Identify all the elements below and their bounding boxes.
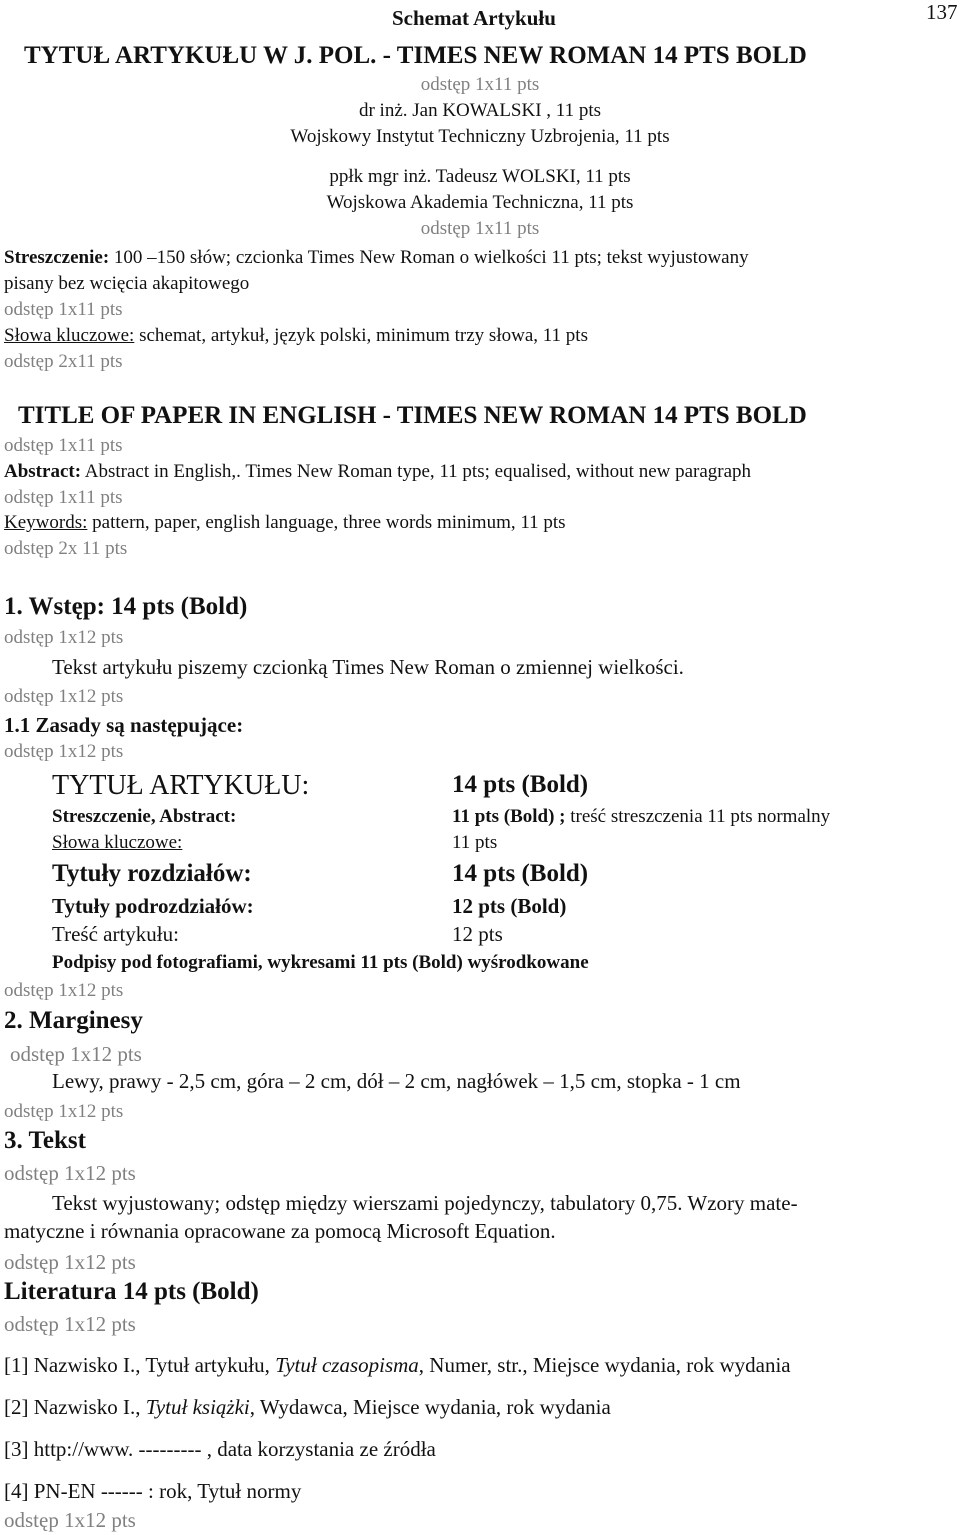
keywords-en-text: pattern, paper, english language, three words minimum, 11 pts [92, 512, 566, 533]
spacing-note: odstęp 1x11 pts [420, 74, 540, 95]
reference-text: , Wydawca, Miejsce wydania, rok wydania [249, 1395, 611, 1419]
keywords-pl [4, 325, 588, 347]
reference-text: [2] Nazwisko I., [4, 1395, 146, 1419]
spacing-note: odstęp 1x12 pts [10, 1042, 142, 1066]
rule-label-abstract: Streszczenie, Abstract: [52, 806, 237, 827]
section-1-text: Tekst artykułu piszemy czcionką Times New Roman o zmiennej wielkości. [52, 655, 684, 679]
rule-value-abstract-bold: 11 pts (Bold) ; [452, 806, 566, 827]
rule-label-keywords: Słowa kluczowe: [52, 832, 183, 853]
spacing-note: odstęp 1x12 pts [4, 1101, 124, 1122]
author-2-affiliation: Wojskowa Akademia Techniczna, 11 pts [326, 192, 634, 213]
running-header: Schemat Artykułu [392, 6, 556, 30]
spacing-note: odstęp 2x11 pts [4, 351, 123, 372]
rule-value-title: 14 pts (Bold) [452, 771, 589, 798]
spacing-note: odstęp 1x12 pts [4, 1508, 136, 1532]
rule-value-body-text: 12 pts [452, 922, 503, 946]
spacing-note: odstęp 1x11 pts [420, 218, 540, 239]
spacing-note: odstęp 1x12 pts [4, 627, 124, 648]
rule-value-abstract [452, 806, 830, 828]
section-2-text: Lewy, prawy - 2,5 cm, góra – 2 cm, dół – 2 cm, nagłówek – 1,5 cm, stopka - 1 cm [52, 1069, 741, 1093]
reference-text: , Numer, str., Miejsce wydania, rok wydania [418, 1353, 791, 1377]
reference-item [4, 1395, 611, 1420]
spacing-note: odstęp 1x11 pts [4, 435, 123, 456]
abstract-en [4, 461, 751, 483]
author-1-name: dr inż. Jan KOWALSKI , 11 pts [358, 100, 602, 121]
article-title-pl: TYTUŁ ARTYKUŁU W J. POL. - TIMES NEW ROMAN 14 PTS BOLD [24, 42, 807, 69]
spacing-note: odstęp 1x12 pts [4, 980, 124, 1001]
keywords-en-label: Keywords: [4, 512, 88, 533]
spacing-note: odstęp 1x11 pts [4, 299, 123, 320]
spacing-note: odstęp 1x12 pts [4, 686, 124, 707]
abstract-pl-line2: pisany bez wcięcia akapitowego [4, 273, 250, 294]
captions-rule: Podpisy pod fotografiami, wykresami 11 pts (Bold) wyśrodkowane [52, 952, 589, 973]
spacing-note: odstęp 2x 11 pts [4, 538, 128, 559]
keywords-pl-label: Słowa kluczowe: [4, 325, 135, 346]
article-title-en: TITLE OF PAPER IN ENGLISH - TIMES NEW ROMAN 14 PTS BOLD [18, 402, 807, 429]
reference-item [4, 1353, 791, 1378]
keywords-pl-text: schemat, artykuł, język polski, minimum trzy słowa, 11 pts [139, 325, 588, 346]
keywords-en [4, 512, 566, 534]
rule-label-body-text: Treść artykułu: [52, 922, 179, 946]
literature-heading: Literatura 14 pts (Bold) [4, 1278, 259, 1305]
section-1-1-heading: 1.1 Zasady są następujące: [4, 713, 244, 737]
abstract-pl-label: Streszczenie: [4, 247, 110, 268]
spacing-note: odstęp 1x12 pts [4, 741, 124, 762]
spacing-note: odstęp 1x12 pts [4, 1161, 136, 1185]
reference-source-title: Tytuł czasopisma [275, 1353, 419, 1377]
page-number: 137 [926, 0, 958, 24]
reference-text: [3] http://www. --------- , data korzystania ze źródła [4, 1437, 436, 1461]
author-2-name: ppłk mgr inż. Tadeusz WOLSKI, 11 pts [329, 166, 631, 187]
spacing-note: odstęp 1x12 pts [4, 1250, 136, 1274]
section-3-heading: 3. Tekst [4, 1127, 86, 1154]
section-2-heading: 2. Marginesy [4, 1007, 143, 1034]
rule-value-subchapter-titles: 12 pts (Bold) [452, 894, 567, 918]
rule-value-chapter-titles: 14 pts (Bold) [452, 860, 589, 887]
abstract-en-text: Abstract in English,. Times New Roman type, 11 pts; equalised, without new paragraph [84, 461, 752, 482]
rule-value-abstract-rest: treść streszczenia 11 pts normalny [565, 806, 831, 827]
spacing-note: odstęp 1x12 pts [4, 1312, 136, 1336]
spacing-note: odstęp 1x11 pts [4, 487, 123, 508]
rule-label-chapter-titles: Tytuły rozdziałów: [52, 860, 252, 887]
abstract-en-label: Abstract: [4, 461, 82, 482]
abstract-pl-line1: 100 –150 słów; czcionka Times New Roman o wielkości 11 pts; tekst wyjustowany [113, 247, 749, 268]
rule-value-keywords: 11 pts [452, 832, 498, 853]
author-1-affiliation: Wojskowy Instytut Techniczny Uzbrojenia, 11 pts [290, 126, 670, 147]
rule-label-title: TYTUŁ ARTYKUŁU: [52, 770, 310, 801]
reference-source-title: Tytuł książki [145, 1395, 250, 1419]
section-3-line1: Tekst wyjustowany; odstęp między wierszami pojedynczy, tabulatory 0,75. Wzory mate- [52, 1191, 798, 1215]
rule-label-subchapter-titles: Tytuły podrozdziałów: [52, 894, 254, 918]
reference-item [4, 1437, 436, 1462]
reference-text: [4] PN-EN ------ : rok, Tytuł normy [4, 1479, 302, 1503]
section-3-line2: matyczne i równania opracowane za pomocą Microsoft Equation. [4, 1219, 556, 1243]
reference-text: [1] Nazwisko I., Tytuł artykułu, [4, 1353, 276, 1377]
reference-item [4, 1479, 301, 1504]
abstract-pl [4, 247, 749, 269]
section-1-heading: 1. Wstęp: 14 pts (Bold) [4, 593, 248, 620]
